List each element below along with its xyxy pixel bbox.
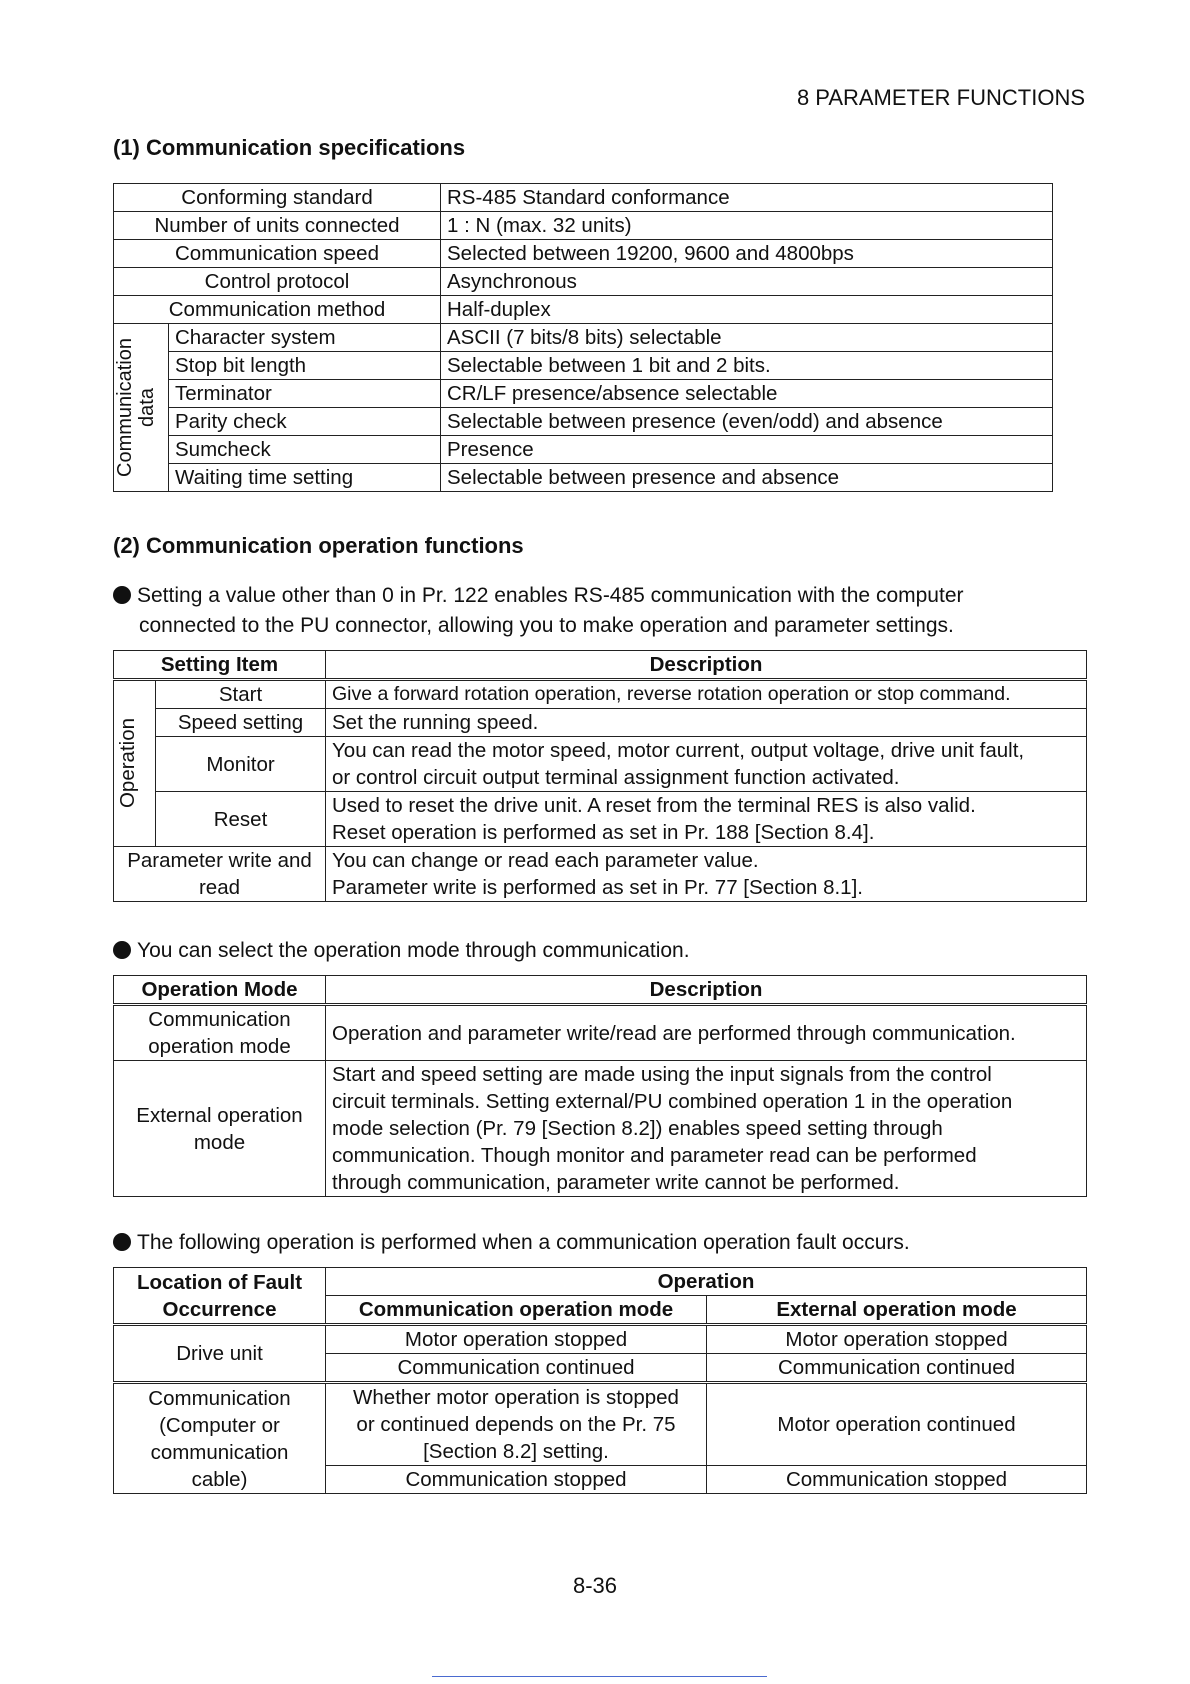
cell-line: Whether motor operation is stopped bbox=[353, 1386, 679, 1409]
desc-line: circuit terminals. Setting external/PU combined operation 1 in the operation bbox=[332, 1090, 1013, 1113]
mode-desc bbox=[326, 1061, 1087, 1197]
spec-value: Selected between 19200, 9600 and 4800bps bbox=[441, 240, 1053, 268]
setting-item: Speed setting bbox=[156, 709, 326, 737]
spec-value: Presence bbox=[441, 436, 1053, 464]
section2-title: (2) Communication operation functions bbox=[113, 533, 524, 558]
group-label-line2: data bbox=[136, 388, 158, 427]
bullet-paragraph bbox=[113, 936, 690, 966]
header-ext-mode: External operation mode bbox=[707, 1296, 1087, 1325]
comm-mode-cell: Motor operation stopped bbox=[326, 1325, 707, 1354]
footer-divider bbox=[432, 1676, 767, 1677]
spec-item: Communication method bbox=[114, 296, 441, 324]
desc-line: through communication, parameter write cannot be performed. bbox=[332, 1171, 900, 1194]
cell-line: [Section 8.2] setting. bbox=[423, 1440, 609, 1463]
setting-desc bbox=[326, 792, 1087, 847]
table-row bbox=[114, 680, 1087, 709]
spec-value: 1 : N (max. 32 units) bbox=[441, 212, 1053, 240]
spec-item: Parity check bbox=[169, 408, 441, 436]
group-label-line1: Communication bbox=[114, 338, 136, 477]
header-description: Description bbox=[326, 976, 1087, 1005]
page-header: 8 PARAMETER FUNCTIONS bbox=[796, 85, 1085, 110]
desc-line: Start and speed setting are made using the input signals from the control bbox=[332, 1063, 992, 1086]
header-location bbox=[114, 1268, 326, 1325]
spec-row bbox=[114, 324, 1053, 352]
spec-row bbox=[114, 184, 1053, 212]
table-row bbox=[114, 1061, 1087, 1197]
comm-mode-cell: Communication continued bbox=[326, 1354, 707, 1383]
table-row bbox=[114, 1383, 1087, 1466]
header-comm-mode: Communication operation mode bbox=[326, 1296, 707, 1325]
setting-item bbox=[114, 847, 326, 902]
header-line: Occurrence bbox=[162, 1297, 277, 1321]
desc-line: You can read the motor speed, motor current, output voltage, drive unit fault, bbox=[332, 739, 1025, 762]
header-line: Location of Fault bbox=[136, 1270, 303, 1294]
mode-desc: Operation and parameter write/read are performed through communication. bbox=[326, 1005, 1087, 1061]
spec-row bbox=[114, 380, 1053, 408]
comm-mode-cell: Communication stopped bbox=[326, 1466, 707, 1494]
location-line: Communication bbox=[148, 1386, 291, 1410]
comm-mode-cell bbox=[326, 1383, 707, 1466]
spec-item: Communication speed bbox=[114, 240, 441, 268]
item-line: Parameter write and bbox=[127, 849, 312, 872]
table-row bbox=[114, 709, 1087, 737]
operation-group-label: Operation bbox=[116, 718, 139, 809]
mode-name bbox=[114, 1061, 326, 1197]
setting-item: Reset bbox=[156, 792, 326, 847]
spec-value: CR/LF presence/absence selectable bbox=[441, 380, 1053, 408]
operation-mode-table bbox=[113, 975, 1087, 1197]
spec-value: ASCII (7 bits/8 bits) selectable bbox=[441, 324, 1053, 352]
mode-line: Communication bbox=[148, 1008, 291, 1031]
setting-desc bbox=[326, 847, 1087, 902]
ext-mode-cell: Motor operation stopped bbox=[707, 1325, 1087, 1354]
spec-item: Sumcheck bbox=[169, 436, 441, 464]
desc-line: mode selection (Pr. 79 [Section 8.2]) enables speed setting through bbox=[332, 1117, 943, 1140]
mode-line: operation mode bbox=[148, 1035, 291, 1058]
table-row bbox=[114, 1005, 1087, 1061]
bullet-text: You can select the operation mode through communication. bbox=[137, 939, 690, 962]
page-number: 8-36 bbox=[572, 1573, 618, 1598]
mode-line: mode bbox=[193, 1130, 246, 1154]
spec-value: RS-485 Standard conformance bbox=[441, 184, 1053, 212]
mode-name bbox=[114, 1005, 326, 1061]
spec-value: Selectable between 1 bit and 2 bits. bbox=[441, 352, 1053, 380]
header-operation: Operation bbox=[326, 1268, 1087, 1296]
spec-row bbox=[114, 352, 1053, 380]
setting-item: Start bbox=[156, 680, 326, 709]
item-line: read bbox=[198, 876, 241, 899]
fault-operation-table bbox=[113, 1267, 1087, 1494]
desc-line: communication. Though monitor and parameter read can be performed bbox=[332, 1144, 977, 1167]
header-description: Description bbox=[326, 651, 1087, 680]
spec-value: Selectable between presence and absence bbox=[441, 464, 1053, 492]
spec-item: Waiting time setting bbox=[169, 464, 441, 492]
mode-line: External operation bbox=[136, 1103, 303, 1127]
fault-location bbox=[114, 1383, 326, 1494]
desc-line: Reset operation is performed as set in Pr. 188 [Section 8.4]. bbox=[332, 821, 875, 844]
bullet-icon bbox=[113, 941, 131, 959]
fault-location: Drive unit bbox=[114, 1325, 326, 1383]
bullet-text: The following operation is performed when a communication operation fault occurs. bbox=[137, 1231, 910, 1254]
spec-item: Terminator bbox=[169, 380, 441, 408]
spec-item: Control protocol bbox=[114, 268, 441, 296]
spec-item: Conforming standard bbox=[114, 184, 441, 212]
table-header-row bbox=[114, 976, 1087, 1005]
desc-line: You can change or read each parameter value. bbox=[332, 849, 759, 872]
table-row bbox=[114, 847, 1087, 902]
table-row bbox=[114, 737, 1087, 792]
bullet-text-continued: connected to the PU connector, allowing you to make operation and parameter settings. bbox=[139, 614, 954, 637]
communication-data-group bbox=[114, 324, 169, 492]
header-operation-mode: Operation Mode bbox=[114, 976, 326, 1005]
desc-line: or control circuit output terminal assignment function activated. bbox=[332, 766, 900, 789]
spec-item: Character system bbox=[169, 324, 441, 352]
setting-desc: Set the running speed. bbox=[326, 709, 1087, 737]
spec-row bbox=[114, 240, 1053, 268]
cell-line: or continued depends on the Pr. 75 bbox=[356, 1413, 676, 1436]
operation-functions-table bbox=[113, 650, 1087, 902]
table-row bbox=[114, 1325, 1087, 1354]
spec-item: Number of units connected bbox=[114, 212, 441, 240]
setting-item: Monitor bbox=[156, 737, 326, 792]
setting-desc bbox=[326, 737, 1087, 792]
spec-row bbox=[114, 212, 1053, 240]
setting-desc: Give a forward rotation operation, reverse rotation operation or stop command. bbox=[326, 680, 1087, 709]
bullet-paragraph bbox=[113, 581, 964, 641]
bullet-paragraph bbox=[113, 1228, 910, 1258]
operation-group bbox=[114, 680, 156, 847]
spec-item: Stop bit length bbox=[169, 352, 441, 380]
spec-value: Selectable between presence (even/odd) and absence bbox=[441, 408, 1053, 436]
location-line: cable) bbox=[191, 1467, 248, 1491]
location-line: communication bbox=[150, 1440, 289, 1464]
header-setting-item: Setting Item bbox=[114, 651, 326, 680]
ext-mode-cell: Motor operation continued bbox=[707, 1383, 1087, 1466]
bullet-text: Setting a value other than 0 in Pr. 122 enables RS-485 communication with the computer bbox=[137, 584, 964, 607]
desc-line: Parameter write is performed as set in Pr. 77 [Section 8.1]. bbox=[332, 876, 863, 899]
ext-mode-cell: Communication continued bbox=[707, 1354, 1087, 1383]
bullet-icon bbox=[113, 1233, 131, 1251]
spec-row bbox=[114, 436, 1053, 464]
section1-title: (1) Communication specifications bbox=[113, 135, 466, 160]
table-header-row bbox=[114, 1268, 1087, 1296]
spec-value: Asynchronous bbox=[441, 268, 1053, 296]
bullet-icon bbox=[113, 586, 131, 604]
comm-spec-table bbox=[113, 183, 1053, 492]
table-row bbox=[114, 792, 1087, 847]
spec-row bbox=[114, 408, 1053, 436]
ext-mode-cell: Communication stopped bbox=[707, 1466, 1087, 1494]
spec-row bbox=[114, 464, 1053, 492]
desc-line: Used to reset the drive unit. A reset from the terminal RES is also valid. bbox=[332, 794, 976, 817]
spec-row bbox=[114, 268, 1053, 296]
location-line: (Computer or bbox=[159, 1413, 280, 1437]
spec-row bbox=[114, 296, 1053, 324]
table-header-row bbox=[114, 651, 1087, 680]
spec-value: Half-duplex bbox=[441, 296, 1053, 324]
